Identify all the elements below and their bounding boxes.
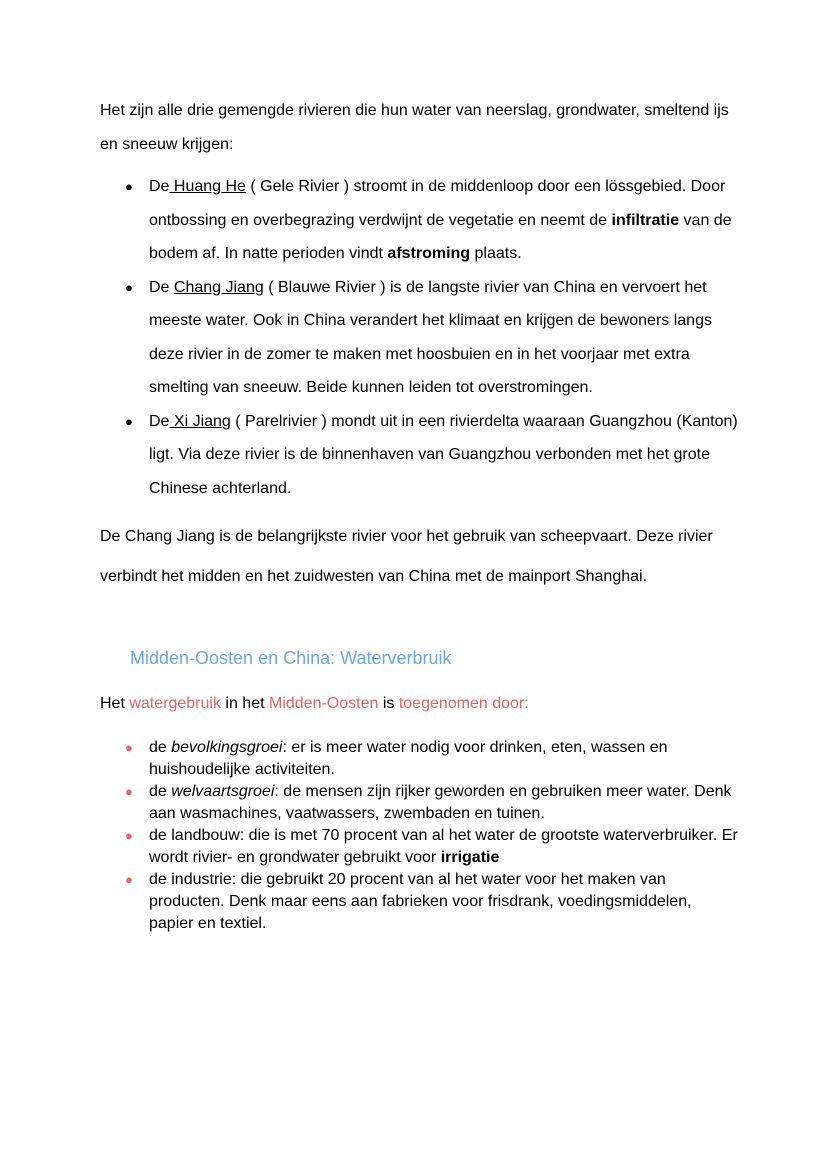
list-item-industrie: ● de industrie: die gebruikt 20 procent van al het water voor het maken van producten. Denk maar eens aan fabrieken voor frisdrank, voedingsmiddelen, papier en textiel. [125, 871, 692, 932]
term-bevolkingsgroei: bevolkingsgroei [171, 739, 283, 756]
bullet-icon: ● [125, 413, 133, 429]
bullet-icon: ● [125, 784, 133, 799]
causes-list [100, 737, 740, 935]
list-item-xi-jiang: ● De Xi Jiang ( Parelrivier ) mondt uit in een rivierdelta waaraan Guangzhou (Kanton) ligt. Via deze rivier is de binnenhaven van Guangzhou verbonden met het grote Chinese achterland. [100, 405, 740, 506]
highlight-toegenomen: toegenomen door: [398, 695, 529, 712]
river-name-chang-jiang: Chang Jiang [173, 278, 264, 296]
section-heading: Midden-Oosten en China: Waterverbruik [130, 648, 452, 668]
highlight-watergebruik: watergebruik [129, 695, 221, 712]
list-item-landbouw: ● de landbouw: die is met 70 procent van al het water de grootste waterverbruiker. Er wordt rivier- en grondwater gebruikt voor irrigatie [125, 827, 738, 866]
river-name-xi-jiang: Xi Jiang [169, 412, 231, 430]
summary-paragraph: De Chang Jiang is de belangrijkste rivier voor het gebruik van scheepvaart. Deze rivier verbindt het midden en het zuidwesten van China met de mainport Shanghai. [100, 528, 713, 585]
term-welvaartsgroei: welvaartsgroei [171, 783, 275, 800]
term-irrigatie: irrigatie [440, 849, 500, 866]
bullet-icon: ● [125, 179, 133, 194]
bullet-icon: ● [125, 279, 133, 295]
list-item-huang-he: ● De Huang He ( Gele Rivier ) stroomt in de middenloop door een lössgebied. Door ontbossing en overbegrazing verdwijnt de vegetatie en neemt de infiltratie van de bodem af. In natte perioden vindt afstroming plaats. [100, 170, 740, 271]
bullet-icon: ● [125, 740, 133, 755]
rivers-list [100, 170, 740, 505]
term-afstroming: afstroming [387, 245, 471, 262]
bullet-icon: ● [125, 828, 133, 843]
term-infiltratie: infiltratie [611, 211, 680, 229]
list-item-bevolkingsgroei: ● de bevolkingsgroei: er is meer water nodig voor drinken, eten, wassen en huishoudelijke activiteiten. [125, 739, 668, 778]
list-item-chang-jiang: ● De Chang Jiang ( Blauwe Rivier ) is de langste rivier van China en vervoert het meeste water. Ook in China verandert het klimaat en krijgen de bewoners langs deze rivier in de zomer te maken met hoosbuien en in het voorjaar met extra smelting van sneeuw. Beide kunnen leiden tot overstromingen. [100, 271, 740, 405]
usage-intro-paragraph: Het watergebruik in het Midden-Oosten is toegenomen door: [100, 695, 529, 712]
list-item-welvaartsgroei: ● de welvaartsgroei: de mensen zijn rijker geworden en gebruiken meer water. Denk aan wasmachines, vaatwassers, zwembaden en tuinen. [125, 783, 732, 822]
highlight-midden-oosten: Midden-Oosten [268, 695, 379, 712]
intro-paragraph: Het zijn alle drie gemengde rivieren die hun water van neerslag, grondwater, smeltend ijs en sneeuw krijgen: [100, 102, 729, 153]
bullet-icon: ● [125, 872, 133, 887]
river-name-huang-he: Huang He [169, 178, 246, 195]
